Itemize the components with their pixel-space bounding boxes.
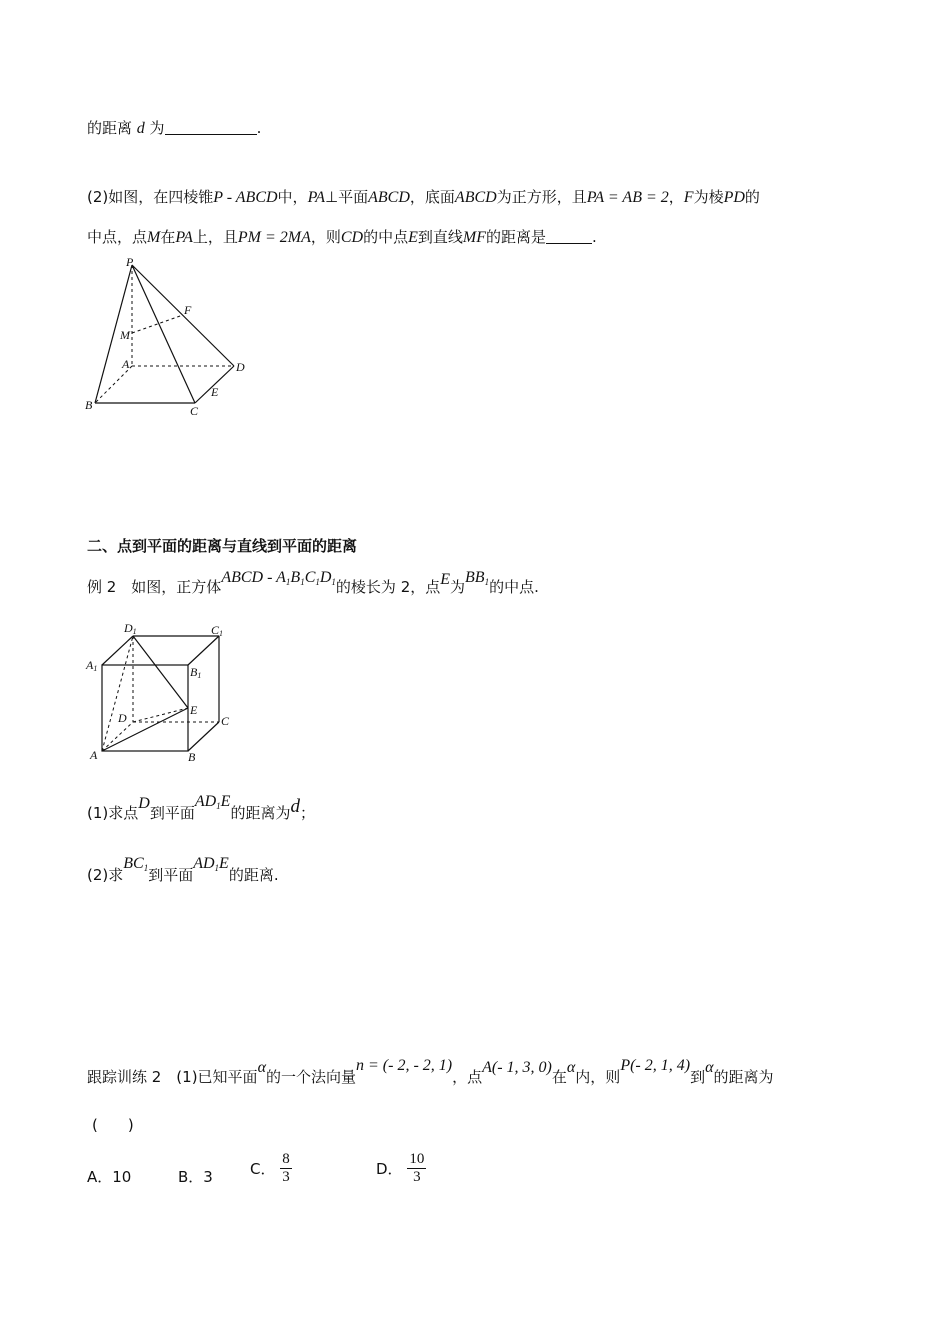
d-denominator: 3 [413,1169,421,1185]
label-c1: C1 [211,623,224,638]
point-d: D [138,795,150,812]
line1-post: 为 [144,119,165,137]
segment-ad1 [102,636,133,751]
p2-t10: ，则 [310,228,341,246]
var-d-2: d [290,796,300,817]
sub-1b: 1 [300,577,305,587]
plane-ad1e-1: AD [194,793,217,810]
p2-t12: 到直线 [417,228,463,246]
point-e: E [408,229,418,246]
ex2-label: 例 2 如图，正方体 [87,578,222,596]
option-c-label: C． [250,1160,276,1178]
segment-cd: CD [340,229,364,246]
c-numerator: 8 [282,1151,290,1167]
label-b: B [188,750,196,764]
p2-label: (2)如图，在四棱锥 [87,188,214,206]
question-2 [87,855,279,885]
sub-1d: 1 [331,577,336,587]
label-b1: B1 [190,665,202,680]
problem-2-line-1 [87,186,760,207]
point-p: P(- 2, 1, 4) [620,1057,691,1074]
example-2 [87,569,539,597]
q1-end: ； [299,804,315,822]
point-m: M [147,229,161,246]
q1-t1: 到平面 [149,804,195,822]
edge-b1c1 [188,636,219,665]
ex2-t2: 为 [450,578,466,596]
option-a[interactable]: A．10 [87,1168,132,1186]
equation-pa-ab: PA = AB = 2 [586,189,669,206]
tracking-exercise-2 [87,1057,774,1087]
alpha-3: α [705,1059,714,1076]
edge-bc [188,722,219,751]
point-f: F [683,189,694,206]
var-d: d [136,120,145,137]
section-heading: 二、点到平面的距离与直线到平面的距离 [87,537,358,555]
segment-de [133,708,188,722]
question-1 [87,793,315,824]
answer-parentheses: ( ) [92,1116,134,1134]
p2-end: . [592,228,597,246]
period: . [256,119,262,137]
p2-perp: ⊥平面 [325,188,369,206]
track2-t3: 在 [551,1068,567,1086]
p2-t8: 在 [160,228,176,246]
answer-blank[interactable] [165,120,257,135]
line-mf: MF [462,229,487,246]
plane-e-2: E [219,855,229,872]
ex2-tail: 的棱长为 2，点 [335,578,441,596]
point-e-2: E [440,571,451,588]
alpha-2: α [566,1059,576,1076]
plane-abcd: ABCD [368,189,410,206]
edge-pc [132,265,195,403]
c-denominator: 3 [282,1169,290,1185]
pyramid-name: P - ABCD [213,189,278,206]
q1-pre: (1)求点 [87,804,139,822]
option-d-label: D． [376,1160,403,1178]
q1-sub: 1 [216,801,221,811]
fill-in-distance-line [87,117,261,138]
line1-text: 的距离 [87,119,137,137]
option-d[interactable] [376,1151,426,1186]
plane-e-1: E [220,793,231,810]
p2-t13: 的距离是 [486,228,547,246]
cube-name [221,569,336,586]
p2-t1: 中， [277,188,308,206]
pyramid-figure [80,255,260,420]
segment-pa-2: PA [175,229,193,246]
sub-bb1: 1 [484,577,490,587]
plane-ad1e-2: AD [193,855,215,872]
segment-pa: PA [307,189,326,206]
fraction-10-3 [407,1151,426,1186]
segment-d1e [133,636,188,708]
d-numerator: 10 [409,1151,425,1167]
label-a: A [122,357,130,371]
edge-pd [132,265,234,366]
option-b[interactable]: B．3 [178,1168,213,1186]
q2-sub: 1 [214,863,220,873]
edge-pd: PD [723,189,745,206]
p2-t9: 上，且 [192,228,238,246]
problem-2-line-2 [87,226,597,247]
point-a: A(- 1, 3, 0) [482,1059,552,1076]
p2-t2: ，底面 [409,188,455,206]
label-d: D [118,711,127,725]
label-p: P [126,255,134,269]
p2-t4: ， [668,188,684,206]
label-a: A [90,748,98,762]
fraction-8-3 [280,1151,292,1186]
sub-1a: 1 [285,577,291,587]
q2-t2: 的距离. [228,866,279,884]
segment-ae [102,708,188,751]
cube-d1: D [319,569,332,586]
segment-bc1: BC [123,855,144,872]
alpha-1: α [257,1059,266,1076]
base-abcd: ABCD [454,189,497,206]
q1-t2: 的距离为 [230,804,291,822]
label-b: B [85,398,93,412]
answer-blank-2[interactable] [546,229,592,244]
sub-1c: 1 [315,577,320,587]
ex2-t3: 的中点. [489,578,539,596]
label-e: E [190,703,198,717]
q2-sub-bc: 1 [143,863,149,873]
cube-figure [80,618,250,768]
track2-t1: 的一个法向量 [265,1068,356,1086]
label-c: C [190,404,199,418]
track2-t6: 的距离为 [713,1068,774,1086]
p2-t11: 的中点 [363,228,409,246]
label-e: E [211,385,219,399]
track2-t5: 到 [690,1068,706,1086]
track2-t2: ，点 [452,1068,483,1086]
option-c[interactable] [250,1151,292,1186]
cube-b1: B [290,569,301,586]
p2-t6: 的 [744,188,760,206]
label-c: C [221,714,230,728]
p2-t5: 为棱 [693,188,724,206]
q2-pre: (2)求 [87,866,124,884]
label-a1: A1 [86,658,98,673]
normal-vector: n = (- 2, - 2, 1) [355,1057,453,1074]
cube-name-main: ABCD - A [221,569,286,586]
track2-t4: 内，则 [575,1068,621,1086]
edge-ad [102,722,133,751]
q2-t1: 到平面 [148,866,194,884]
front-face [102,665,188,751]
segment-bb1: BB [465,569,485,586]
equation-pm-ma: PM = 2MA [237,229,311,246]
track2-label: 跟踪训练 2 (1)已知平面 [87,1068,258,1086]
label-d1: D1 [124,621,137,636]
p2-t7: 中点，点 [87,228,148,246]
label-d: D [236,360,245,374]
segment-mf [132,315,183,333]
p2-t3: 为正方形，且 [496,188,587,206]
label-m: M [120,328,130,342]
cube-c1: C [304,569,316,586]
label-f: F [184,303,192,317]
edge-a1d1 [102,636,133,665]
